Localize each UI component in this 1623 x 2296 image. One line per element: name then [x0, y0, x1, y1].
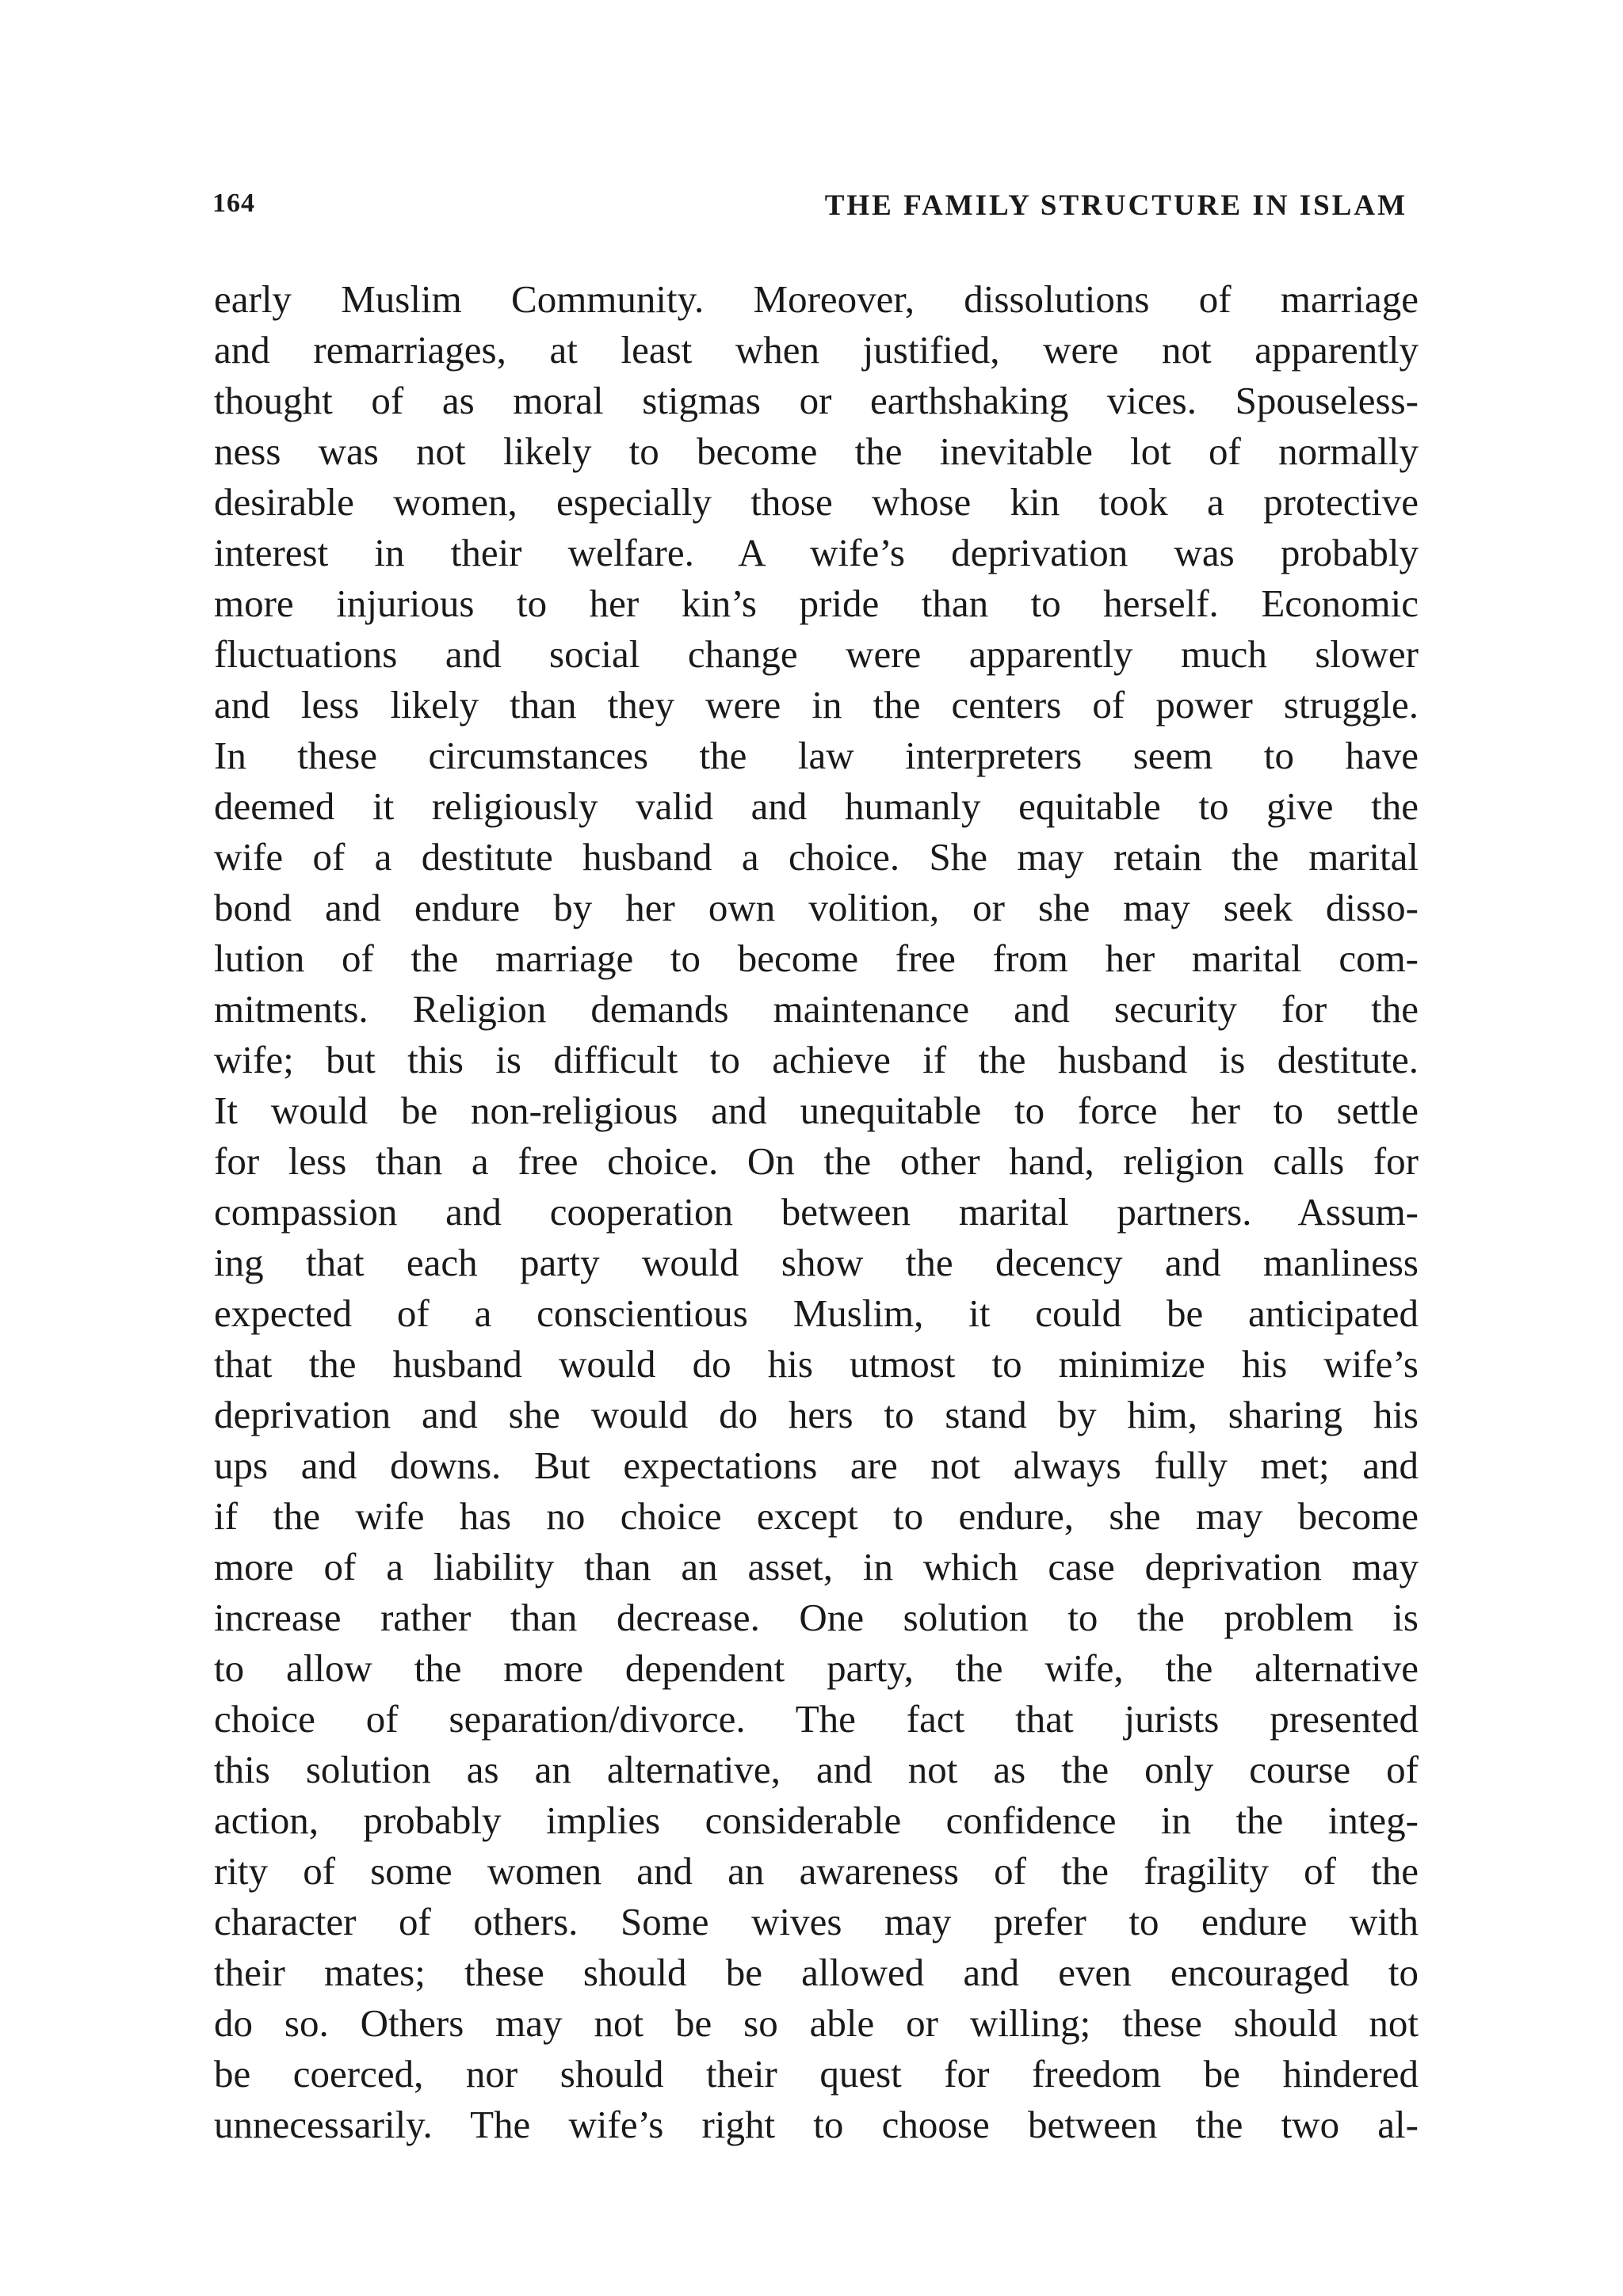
text-line: increase rather than decrease. One solution to the problem is [214, 1596, 1419, 1639]
text-line: It would be non-religious and unequitable to force her to settle [214, 1089, 1419, 1132]
text-line: wife; but this is difficult to achieve if the husband is destitute. [214, 1038, 1419, 1081]
text-line: thought of as moral stigmas or earthshaking vices. Spouseless- [214, 379, 1419, 422]
text-line: fluctuations and social change were apparently much slower [214, 632, 1419, 676]
text-line: their mates; these should be allowed and even encouraged to [214, 1951, 1419, 1994]
text-line: ups and downs. But expectations are not always fully met; and [214, 1444, 1419, 1487]
text-line: expected of a conscientious Muslim, it could be anticipated [214, 1291, 1419, 1335]
text-line: deprivation and she would do hers to stand by him, sharing his [214, 1393, 1419, 1436]
text-line: to allow the more dependent party, the wife, the alternative [214, 1646, 1419, 1690]
text-line: wife of a destitute husband a choice. She may retain the marital [214, 835, 1419, 879]
text-line: deemed it religiously valid and humanly equitable to give the [214, 784, 1419, 828]
text-line: action, probably implies considerable confidence in the integ- [214, 1798, 1419, 1842]
text-line: interest in their welfare. A wife’s deprivation was probably [214, 531, 1419, 574]
body-text [214, 274, 1419, 2150]
text-line: early Muslim Community. Moreover, dissolutions of marriage [214, 277, 1419, 321]
text-line: compassion and cooperation between marital partners. Assum- [214, 1190, 1419, 1234]
text-line: be coerced, nor should their quest for freedom be hindered [214, 2052, 1419, 2096]
text-line: more injurious to her kin’s pride than to herself. Economic [214, 582, 1419, 625]
text-line: In these circumstances the law interpreters seem to have [214, 734, 1419, 777]
text-line: ing that each party would show the decency and manliness [214, 1241, 1419, 1284]
text-line: and remarriages, at least when justified, were not apparently [214, 328, 1419, 372]
text-line: that the husband would do his utmost to minimize his wife’s [214, 1342, 1419, 1386]
text-line: if the wife has no choice except to endure, she may become [214, 1494, 1419, 1538]
text-line: more of a liability than an asset, in which case deprivation may [214, 1545, 1419, 1589]
text-line: choice of separation/divorce. The fact that jurists presented [214, 1697, 1419, 1741]
text-line: ness was not likely to become the inevitable lot of normally [214, 429, 1419, 473]
text-line: lution of the marriage to become free from her marital com- [214, 936, 1419, 980]
text-line: mitments. Religion demands maintenance and security for the [214, 987, 1419, 1031]
text-line: bond and endure by her own volition, or she may seek disso- [214, 886, 1419, 929]
text-line: character of others. Some wives may prefer to endure with [214, 1900, 1419, 1943]
text-line: desirable women, especially those whose kin took a protective [214, 480, 1419, 524]
text-line: this solution as an alternative, and not as the only course of [214, 1748, 1419, 1791]
text-line: unnecessarily. The wife’s right to choose between the two al- [214, 2103, 1419, 2146]
text-line: for less than a free choice. On the other hand, religion calls for [214, 1139, 1419, 1183]
running-title: THE FAMILY STRUCTURE IN ISLAM [824, 189, 1407, 222]
text-line: rity of some women and an awareness of the fragility of the [214, 1849, 1419, 1893]
page-number: 164 [212, 189, 255, 218]
running-header [212, 189, 1407, 228]
text-line: and less likely than they were in the centers of power struggle. [214, 683, 1419, 727]
text-line: do so. Others may not be so able or willing; these should not [214, 2001, 1419, 2045]
